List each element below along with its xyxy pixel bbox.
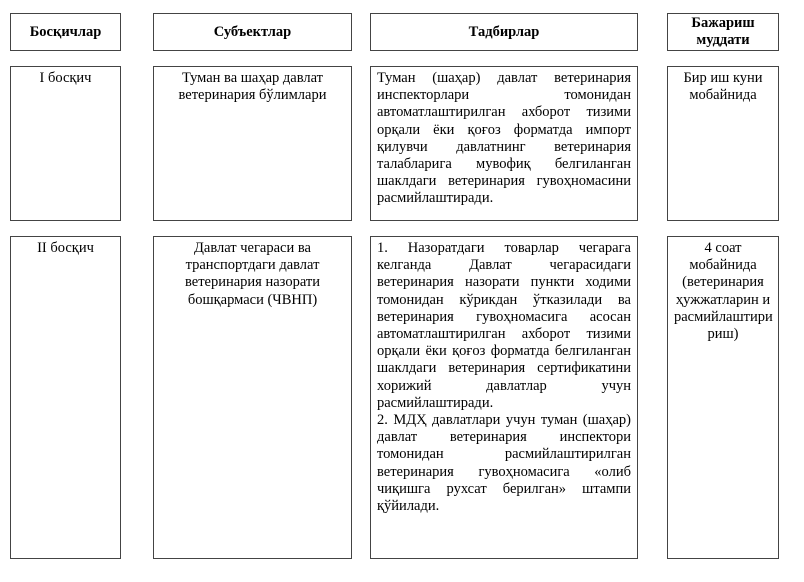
row1-deadline <box>667 66 779 221</box>
row2-action-1: 1. Назоратдаги товарлар чегарага келганда Давлат чегарасидаги ветеринария назорати пункти ходими томонидан кўрикдан ўтказилади ва ветеринария гувоҳномасига асосан автоматлаштирилган ахборот тизими орқали ёки қоғоз форматда белгиланган шаклдаги ветеринария сертификатини хорижий давлатлар учун расмийлаштиради. <box>377 240 631 411</box>
header-stages-label: Босқичлар <box>29 23 102 40</box>
header-actions <box>370 13 638 51</box>
row2-actions <box>370 236 638 559</box>
header-deadline-label: Бажариш муддати <box>691 15 755 48</box>
row2-deadline-text: 4 соат мобайнида (ветеринария ҳужжатларин и расмийлаштири риш) <box>674 240 773 343</box>
header-subjects <box>153 13 352 51</box>
row1-subject <box>153 66 352 221</box>
row1-stage <box>10 66 121 221</box>
header-subjects-label: Субъектлар <box>213 23 292 40</box>
row1-deadline-text: Бир иш куни мобайнида <box>683 70 763 104</box>
row2-action-2: 2. МДҲ давлатлари учун туман (шаҳар) давлат ветеринария инспектори томонидан расмийлаштирилган ветеринария гувоҳномасига «олиб чиқишга рухсат берилган» штампи қўйилади. <box>377 412 631 515</box>
row2-stage <box>10 236 121 559</box>
header-actions-label: Тадбирлар <box>468 23 540 40</box>
row2-subject-text: Давлат чегараси ва транспортдаги давлат ветеринария назорати бошқармаси (ЧВНП) <box>185 240 320 308</box>
header-stages <box>10 13 121 51</box>
row2-stage-label: II босқич <box>37 240 94 256</box>
row1-stage-label: I босқич <box>39 70 92 86</box>
row1-subject-text: Туман ва шаҳар давлат ветеринария бўлимлари <box>178 70 327 104</box>
row1-action-1: Туман (шаҳар) давлат ветеринария инспекторлари томонидан автоматлаштирилган ахборот тизими орқали ёки қоғоз форматда импорт қилувчи давлатнинг ветеринария талабларига мувофиқ белгиланган шаклдаги ветеринария гувоҳномасини расмийлаштиради. <box>377 70 631 207</box>
row2-subject <box>153 236 352 559</box>
header-deadline <box>667 13 779 51</box>
row1-actions <box>370 66 638 221</box>
row2-deadline <box>667 236 779 559</box>
